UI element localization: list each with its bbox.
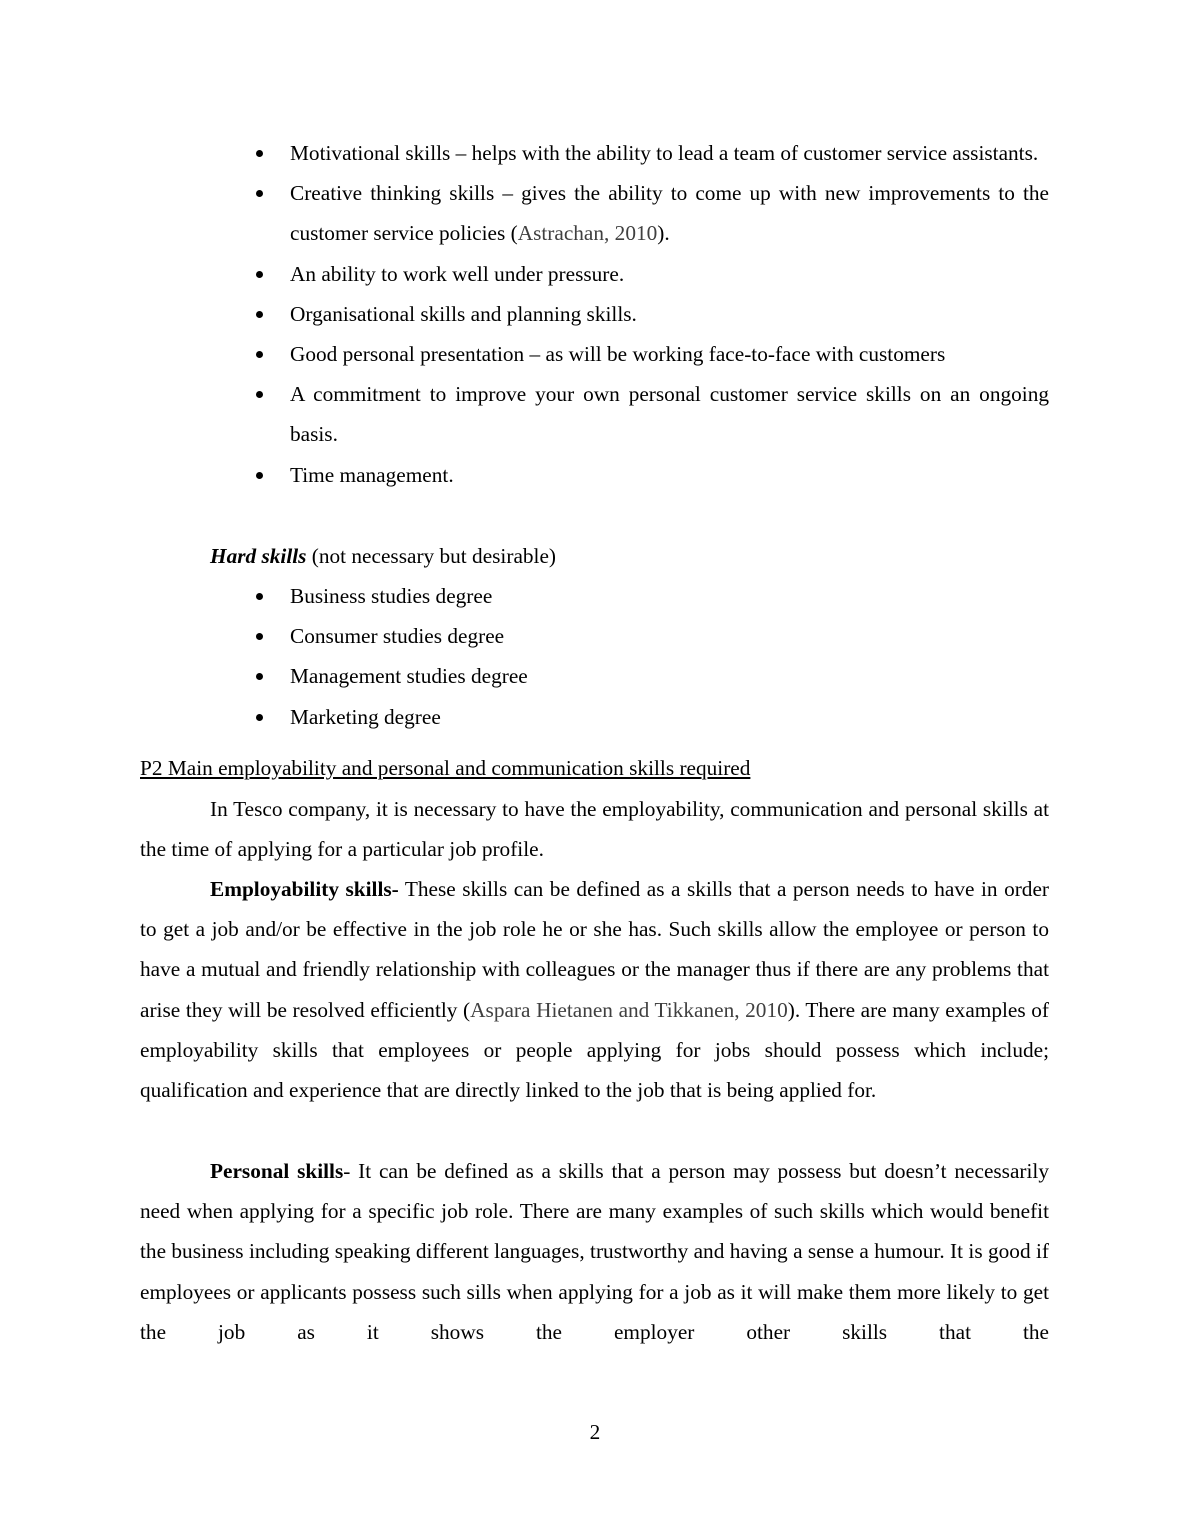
employability-label: Employability skills- [210,877,399,901]
list-item: A commitment to improve your own personal customer service skills on an ongoing basis. [252,374,1049,454]
citation: Aspara Hietanen and Tikkanen, 2010 [470,997,788,1022]
section-heading: P2 Main employability and personal and communication skills required [140,756,751,780]
page-number: 2 [589,1420,601,1444]
personal-skills-label: Personal skills [210,1159,344,1183]
bullet-icon [256,472,263,479]
bullet-icon [256,673,263,680]
bullet-icon [256,593,263,600]
citation: Astrachan, 2010 [517,221,658,246]
bullet-icon [256,633,263,640]
bullet-icon [256,351,263,358]
list-item: Organisational skills and planning skills. [252,294,1049,334]
list-item: Marketing degree [252,697,1049,737]
list-item: Management studies degree [252,656,1049,696]
hard-skills-heading: Hard skills (not necessary but desirable) [210,544,557,568]
list-item: Consumer studies degree [252,616,1049,656]
list-item: Motivational skills – helps with the ability to lead a team of customer service assistants. [252,133,1049,173]
bullet-icon [256,714,263,721]
personal-skills-paragraph: Personal skills- It can be defined as a skills that a person may possess but doesn’t necessarily need when applying for a specific job role. There are many examples of such skills which would benefit the business including speaking different languages, trustworthy and having a sense a humour. It is good if employees or applicants possess such sills when applying for a job as it will make them more likely to get the job as it shows the employer other skills that the [140,1159,1049,1344]
hard-skills-list [252,576,1049,737]
employability-paragraph: Employability skills- These skills can be defined as a skills that a person needs to have in order to get a job and/or be effective in the job role he or she has. Such skills allow the employee or person to have a mutual and friendly relationship with colleagues or the manager thus if there are any problems that arise they will be resolved efficiently (Aspara Hietanen and Tikkanen, 2010). There are many examples of employability skills that employees or people applying for jobs should possess which include; qualification and experience that are directly linked to the job that is being applied for. [140,877,1049,1103]
bullet-icon [256,271,263,278]
bullet-icon [256,190,263,197]
list-item: Good personal presentation – as will be working face-to-face with customers [252,334,1049,374]
intro-paragraph: In Tesco company, it is necessary to have the employability, communication and personal skills at the time of applying for a particular job profile. [140,797,1049,862]
bullet-icon [256,150,263,157]
list-item: Time management. [252,455,1049,495]
list-item: Business studies degree [252,576,1049,616]
bullet-icon [256,391,263,398]
soft-skills-list [252,133,1049,495]
bullet-icon [256,311,263,318]
list-item: An ability to work well under pressure. [252,254,1049,294]
list-item: Creative thinking skills – gives the ability to come up with new improvements to the customer service policies (Astrachan, 2010). [252,173,1049,253]
